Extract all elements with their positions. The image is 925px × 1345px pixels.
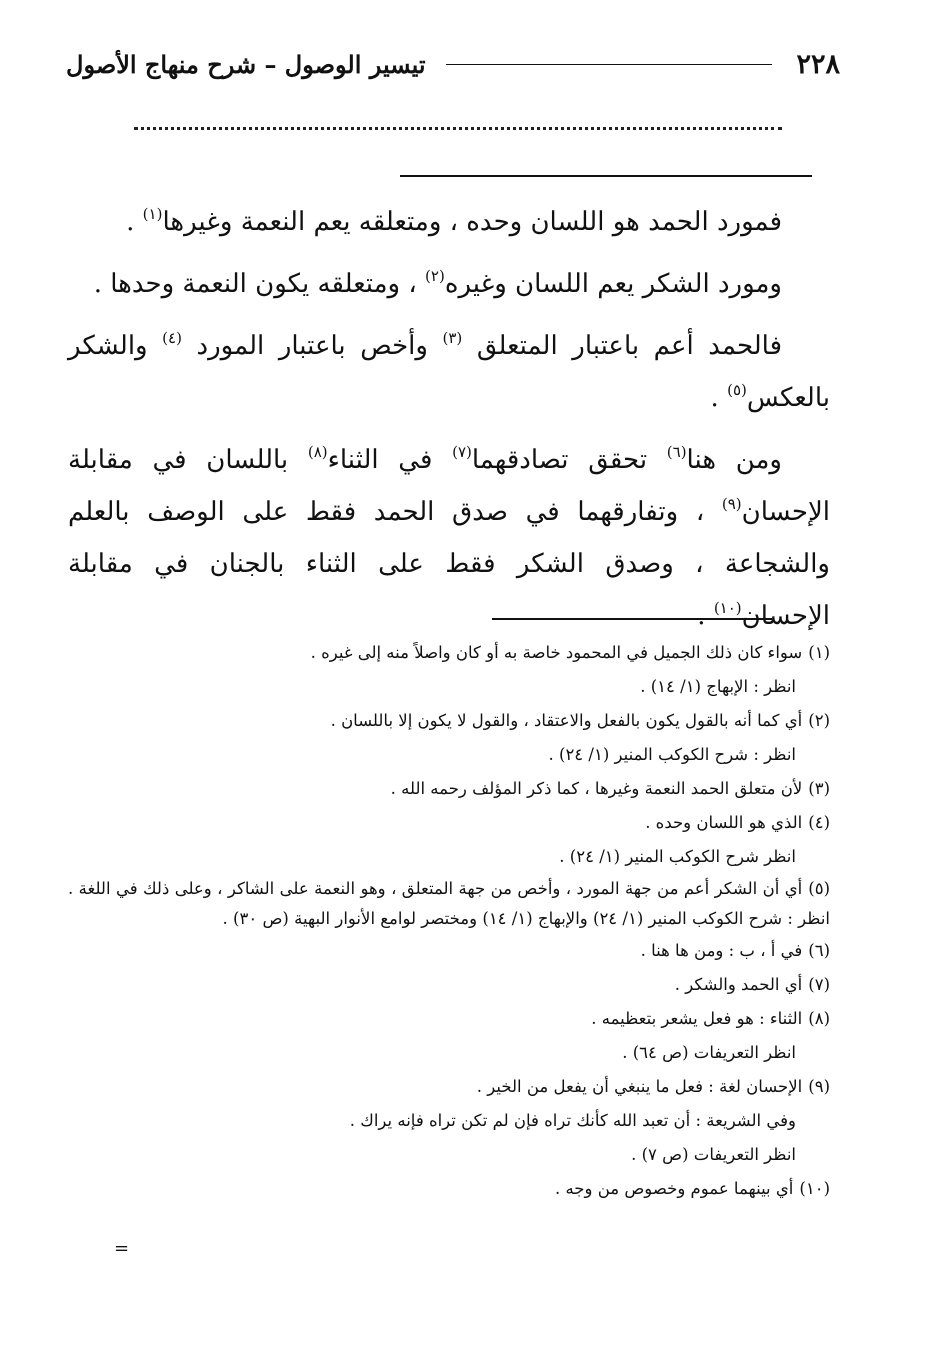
footnote-ref-5[interactable]: (٥) — [727, 381, 747, 399]
footnote-6: (٦)في أ ، ب : ومن ها هنا . — [68, 934, 830, 968]
header-rule — [446, 64, 773, 65]
footnote-number: (١) — [808, 643, 830, 662]
footnote-ref-4[interactable]: (٤) — [162, 329, 182, 347]
footnote-ref-2[interactable]: (٢) — [425, 267, 445, 285]
footnote-8: (٨)الثناء : هو فعل يشعر بتعظيمه . انظر التعريفات (ص ٦٤) . — [68, 1002, 830, 1070]
footnote-10: (١٠)أي بينهما عموم وخصوص من وجه . — [68, 1172, 830, 1206]
paragraph-1: فمورد الحمد هو اللسان وحده ، ومتعلقه يعم النعمة وغيرها$^{(١)}$ . — [126, 205, 782, 237]
footnote-ref-1[interactable]: (١) — [142, 205, 163, 223]
footnote-2: (٢)أي كما أنه بالقول يكون بالفعل والاعتقاد ، والقول لا يكون إلا باللسان . انظر : شرح الكوكب المنير (١/ ٢٤) . — [68, 704, 830, 772]
footnote-number: (٧) — [808, 975, 830, 994]
footnote-ref-7[interactable]: (٧) — [452, 443, 472, 461]
footnote-number: (٨) — [808, 1009, 830, 1028]
footnote-ref-9[interactable]: (٩) — [721, 495, 742, 513]
footnote-4: (٤)الذي هو اللسان وحده . انظر شرح الكوكب المنير (١/ ٢٤) . — [68, 806, 830, 874]
footnote-ref-6[interactable]: (٦) — [666, 443, 687, 461]
footnote-ref-3[interactable]: (٣) — [442, 329, 463, 347]
footnote-number: (١٠) — [799, 1179, 830, 1198]
footnote-7: (٧)أي الحمد والشكر . — [68, 968, 830, 1002]
footnotes — [68, 636, 830, 1206]
footnote-number: (٦) — [808, 941, 830, 960]
page-number: ٢٢٨ — [796, 48, 840, 80]
running-title: تيسير الوصول – شرح منهاج الأصول — [66, 49, 426, 79]
footnote-number: (٢) — [808, 711, 830, 730]
footnote-number: (٤) — [808, 813, 830, 832]
main-text — [68, 196, 830, 652]
footnote-5: (٥)أي أن الشكر أعم من جهة المورد ، وأخص من جهة المتعلق ، وهو النعمة على الشاكر ، وعلى ذلك في اللغة . انظر : شرح الكوكب المنير (١/ ٢٤) والإبهاج (١/ ١٤) ومختصر لوامع الأنوار البهية (ص ٣٠) . — [68, 874, 830, 934]
footnote-number: (٩) — [808, 1077, 830, 1096]
footnote-9: (٩)الإحسان لغة : فعل ما ينبغي أن يفعل من الخير . وفي الشريعة : أن تعبد الله كأنك تراه فإن لم تكن تراه فإنه يراك . انظر التعريفات (ص ٧) . — [68, 1070, 830, 1172]
footnote-number: (٣) — [808, 779, 830, 798]
top-separator-rule — [400, 175, 812, 177]
paragraph-4: ومن هنا$^{(٦)}$ تحقق تصادقهما$^{(٧)}$ في الثناء$^{(٨)}$ باللسان في مقابلة الإحسان$^{(٩)}$ ، وتفارقهما في صدق الحمد فقط على الوصف بالعلم والشجاعة ، وصدق الشكر فقط على الثناء بالجنان في مقابلة الإحسان$^{(١٠)}$ . — [68, 443, 830, 631]
paragraph-3: فالحمد أعم باعتبار المتعلق $^{(٣)}$ وأخص باعتبار المورد $^{(٤)}$ والشكر بالعكس$^{(٥)}$ . — [68, 329, 830, 413]
footnote-1: (١)سواء كان ذلك الجميل في المحمود خاصة به أو كان واصلاً منه إلى غيره . انظر : الإبهاج (١/ ١٤) . — [68, 636, 830, 704]
footnote-number: (٥) — [808, 879, 830, 898]
continuation-mark: = — [114, 1238, 130, 1259]
footnote-ref-8[interactable]: (٨) — [307, 443, 328, 461]
footnote-separator-rule — [492, 618, 772, 620]
footnote-3: (٣)لأن متعلق الحمد النعمة وغيرها ، كما ذكر المؤلف رحمه الله . — [68, 772, 830, 806]
omission-dotted-line — [134, 127, 782, 130]
footnote-ref-10[interactable]: (١٠) — [713, 599, 742, 617]
page-header — [66, 44, 840, 84]
paragraph-2: ومورد الشكر يعم اللسان وغيره$^{(٢)}$ ، ومتعلقه يكون النعمة وحدها . — [93, 267, 782, 299]
